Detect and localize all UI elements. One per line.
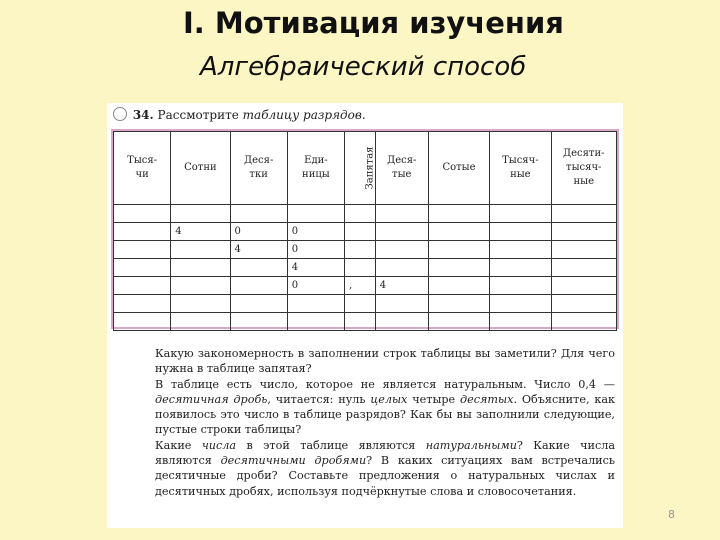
table-cell bbox=[171, 241, 230, 259]
table-cell bbox=[428, 259, 489, 277]
table-cell bbox=[375, 205, 428, 223]
exercise-text bbox=[155, 346, 615, 499]
textbook-scan bbox=[107, 103, 623, 528]
slide-title: I. Мотивация изучения bbox=[183, 6, 564, 40]
table-cell bbox=[345, 313, 376, 331]
table-cell: 4 bbox=[171, 223, 230, 241]
text-span: . Объясните, как появилось это число в таблице разрядов? Как бы вы заполнили следующие, пустые строки таблицы? bbox=[155, 392, 616, 437]
table-cell bbox=[490, 241, 551, 259]
table-cell bbox=[171, 277, 230, 295]
table-cell bbox=[428, 277, 489, 295]
text-span: четыре bbox=[412, 392, 456, 406]
text-italic: десятых bbox=[460, 392, 514, 406]
table-row bbox=[114, 313, 617, 331]
table-cell bbox=[114, 277, 171, 295]
header-hundreds: Сотни bbox=[171, 132, 230, 205]
header-hundredths: Сотые bbox=[428, 132, 489, 205]
text-italic: десятичная дробь bbox=[155, 392, 268, 406]
table-cell: 0 bbox=[287, 223, 344, 241]
text-italic: числа bbox=[201, 438, 237, 452]
paragraph-1: Какую закономерность в заполнении строк таблицы вы заметили? Для чего нужна в таблице запятая? bbox=[155, 347, 615, 376]
header-thousands: Тыся- чи bbox=[114, 132, 171, 205]
table-cell bbox=[375, 295, 428, 313]
page-number: 8 bbox=[668, 508, 675, 521]
table-cell bbox=[230, 205, 287, 223]
table-cell bbox=[375, 223, 428, 241]
place-value-table-frame bbox=[111, 129, 619, 329]
circle-icon bbox=[113, 107, 127, 121]
header-comma-label: Запятая bbox=[364, 146, 376, 190]
table-cell bbox=[428, 223, 489, 241]
table-cell bbox=[551, 313, 617, 331]
table-cell bbox=[490, 205, 551, 223]
table-cell bbox=[551, 241, 617, 259]
table-cell bbox=[490, 259, 551, 277]
table-cell bbox=[375, 313, 428, 331]
table-cell bbox=[171, 205, 230, 223]
table-cell bbox=[114, 205, 171, 223]
table-cell: 4 bbox=[230, 241, 287, 259]
header-ten-thousandths: Десяти- тысяч- ные bbox=[551, 132, 617, 205]
header-tenths: Деся- тые bbox=[375, 132, 428, 205]
exercise-number: 34. bbox=[132, 108, 154, 122]
table-cell bbox=[345, 241, 376, 259]
place-value-table bbox=[113, 131, 617, 331]
table-row bbox=[114, 259, 617, 277]
text-italic: натуральными bbox=[425, 438, 517, 452]
text-span: Какие bbox=[155, 438, 192, 452]
table-cell bbox=[345, 223, 376, 241]
text-span: ? Какие числа являются bbox=[155, 438, 615, 468]
table-cell bbox=[345, 295, 376, 313]
table-cell bbox=[490, 295, 551, 313]
table-cell: 0 bbox=[230, 223, 287, 241]
header-units: Еди- ницы bbox=[287, 132, 344, 205]
table-row bbox=[114, 205, 617, 223]
table-cell bbox=[551, 205, 617, 223]
table-cell bbox=[428, 313, 489, 331]
table-row bbox=[114, 277, 617, 295]
header-tens: Деся- тки bbox=[230, 132, 287, 205]
text-span: ? В каких ситуациях вам встречались десятичные дроби? Составьте предложения о натуральных числах и десятичных дробях, используя подчёркнутые слова и словосочетания. bbox=[155, 454, 615, 498]
table-cell: 4 bbox=[287, 259, 344, 277]
table-cell: , bbox=[345, 277, 376, 295]
table-cell bbox=[287, 205, 344, 223]
table-cell bbox=[551, 259, 617, 277]
exercise-heading bbox=[113, 107, 366, 122]
table-cell bbox=[171, 295, 230, 313]
table-cell bbox=[287, 313, 344, 331]
table-cell bbox=[114, 313, 171, 331]
table-cell bbox=[230, 277, 287, 295]
header-comma bbox=[345, 132, 376, 205]
table-cell bbox=[230, 259, 287, 277]
exercise-prompt-italic: таблицу разрядов bbox=[242, 108, 362, 122]
table-cell bbox=[490, 313, 551, 331]
table-row bbox=[114, 241, 617, 259]
text-span: , читается: нуль bbox=[267, 392, 366, 406]
exercise-prompt-end: . bbox=[361, 108, 366, 122]
table-cell bbox=[114, 241, 171, 259]
table-cell bbox=[345, 259, 376, 277]
text-italic: десятичными дробями bbox=[220, 454, 367, 468]
table-cell bbox=[490, 223, 551, 241]
table-cell: 0 bbox=[287, 241, 344, 259]
table-cell bbox=[171, 259, 230, 277]
table-cell bbox=[171, 313, 230, 331]
table-cell bbox=[428, 295, 489, 313]
table-cell: 0 bbox=[287, 277, 344, 295]
table-cell bbox=[345, 205, 376, 223]
table-cell bbox=[375, 241, 428, 259]
header-thousandths: Тысяч- ные bbox=[490, 132, 551, 205]
text-italic: целых bbox=[370, 392, 408, 406]
paragraph-2 bbox=[155, 377, 615, 438]
table-row bbox=[114, 295, 617, 313]
table-cell bbox=[490, 277, 551, 295]
table-cell bbox=[428, 241, 489, 259]
table-cell bbox=[230, 295, 287, 313]
table-cell: 4 bbox=[375, 277, 428, 295]
text-span: в этой таблице являются bbox=[246, 438, 416, 452]
table-cell bbox=[375, 259, 428, 277]
table-cell bbox=[114, 223, 171, 241]
table-cell bbox=[551, 277, 617, 295]
table-cell bbox=[551, 223, 617, 241]
table-header-row bbox=[114, 132, 617, 205]
paragraph-3 bbox=[155, 438, 615, 499]
exercise-prompt: Рассмотрите bbox=[157, 108, 239, 122]
table-cell bbox=[551, 295, 617, 313]
table-cell bbox=[428, 205, 489, 223]
table-body bbox=[114, 205, 617, 331]
table-row bbox=[114, 223, 617, 241]
slide-subtitle: Алгебраический способ bbox=[200, 52, 527, 82]
table-cell bbox=[114, 295, 171, 313]
text-span: В таблице есть число, которое не является натуральным. Число 0,4 — bbox=[155, 377, 615, 391]
table-cell bbox=[114, 259, 171, 277]
table-cell bbox=[287, 295, 344, 313]
table-cell bbox=[230, 313, 287, 331]
